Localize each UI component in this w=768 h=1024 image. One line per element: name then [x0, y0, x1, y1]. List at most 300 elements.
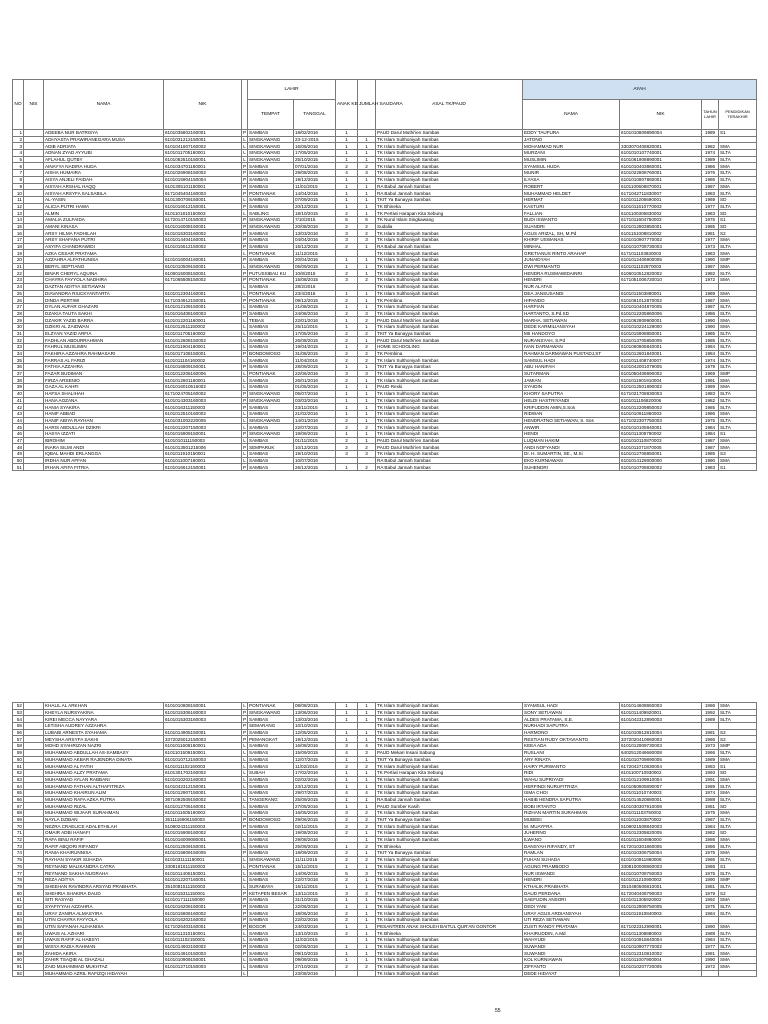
- cell-nik: 6101016612150001: [164, 464, 242, 471]
- cell-tahun-lahir: 1987: [702, 437, 719, 444]
- cell-tempat: SABLING: [248, 210, 294, 217]
- cell-asal-tk: TK Islam Sulthoniyah Sambas: [376, 323, 523, 330]
- cell-pendidikan: SLTA: [719, 404, 757, 411]
- cell-nis: [24, 243, 44, 250]
- cell-tempat: SAMBAS: [248, 310, 294, 317]
- cell-tanggal: 31/10/2015: [294, 896, 336, 903]
- cell-ayah-nik: 6101011003870002: [620, 816, 702, 823]
- cell-pendidikan: S2: [719, 230, 757, 237]
- col-jumlah-saudara-header: JUMLAH SAUDARA: [358, 80, 376, 130]
- cell-nis: [24, 457, 44, 464]
- cell-nis: [24, 337, 44, 344]
- cell-pendidikan: SMA: [719, 950, 757, 957]
- cell-ayah-nama: JUNAIDYAH: [523, 257, 620, 264]
- cell-ayah-nama: SAEFUDIN ANSORI: [523, 896, 620, 903]
- cell-tahun-lahir: 1983: [702, 210, 719, 217]
- table-row: [13, 970, 757, 977]
- cell-tahun-lahir: 1972: [702, 963, 719, 970]
- cell-asal-tk: TKIT Ya Bunayya Sambas: [376, 196, 523, 203]
- cell-nis: [24, 963, 44, 970]
- cell-tempat: SAMBAS: [248, 337, 294, 344]
- cell-jumlah-saudara: 1: [358, 196, 376, 203]
- cell-tahun-lahir: 1988: [702, 930, 719, 937]
- cell-anak-ke: 1: [336, 769, 358, 776]
- cell-tahun-lahir: 1986: [702, 703, 719, 710]
- cell-tanggal: 07/01/2016: [294, 163, 336, 170]
- cell-tanggal: 05/07/2016: [294, 390, 336, 397]
- cell-tempat: BOGOR: [248, 923, 294, 930]
- cell-ayah-nik: 6101100710930002: [620, 769, 702, 776]
- cell-tempat: SAMBAS: [248, 457, 294, 464]
- cell-jumlah-saudara: 2: [358, 763, 376, 770]
- table-row: [13, 430, 757, 437]
- cell-asal-tk: TK Bhineka: [376, 843, 523, 850]
- cell-tempat: SAMBAS: [248, 303, 294, 310]
- cell-nik: 6101101509150001: [164, 749, 242, 756]
- cell-jumlah-saudara: 1: [358, 896, 376, 903]
- cell-anak-ke: 1: [336, 803, 358, 810]
- cell-jumlah-saudara: 1: [358, 156, 376, 163]
- cell-jk: P: [243, 817, 247, 823]
- cell-nik: 3510081511150003: [164, 883, 242, 890]
- cell-ayah-nama: KEEA ADA: [523, 743, 620, 750]
- cell-nik: 6101034701160001: [164, 163, 242, 170]
- cell-anak-ke: 2: [336, 223, 358, 230]
- cell-tahun-lahir: 1969: [702, 196, 719, 203]
- cell-jumlah-saudara: 1: [358, 716, 376, 723]
- cell-no: 44: [13, 417, 24, 424]
- cell-asal-tk: TK Islam Sulthoniyah Sambas: [376, 277, 523, 284]
- cell-tempat: SAMBAS: [248, 170, 294, 177]
- cell-tahun-lahir: 1981: [702, 883, 719, 890]
- cell-nis: [24, 451, 44, 458]
- cell-ayah-nama: KTHALIK PRABHATA: [523, 883, 620, 890]
- cell-nik: 6101011007160001: [164, 457, 242, 464]
- cell-tanggal: 22/07/2015: [294, 424, 336, 431]
- cell-ayah-nik: 6101011610770003: [620, 203, 702, 210]
- cell-jk: L: [243, 930, 246, 936]
- cell-nis: [24, 196, 44, 203]
- cell-ayah-nama: KRIFUDDIN AMIN,S.Sos: [523, 404, 620, 411]
- cell-pendidikan: SD: [719, 210, 757, 217]
- cell-anak-ke: 1: [336, 783, 358, 790]
- cell-ayah-nik: 6101010708730003: [620, 243, 702, 250]
- cell-nik: 6101011310150001: [164, 930, 242, 937]
- cell-nis: [24, 823, 44, 830]
- cell-tempat: SAMBAS: [248, 451, 294, 458]
- cell-jumlah-saudara: 1: [358, 143, 376, 150]
- cell-ayah-nik: 6101010807860001: [620, 176, 702, 183]
- cell-jumlah-saudara: [358, 130, 376, 137]
- cell-tahun-lahir: 1983: [702, 190, 719, 197]
- cell-tempat: SAMBAS: [248, 743, 294, 750]
- cell-tahun-lahir: 1987: [702, 816, 719, 823]
- cell-nik: 6101012509150001: [164, 843, 242, 850]
- cell-anak-ke: 2: [336, 330, 358, 337]
- cell-anak-ke: 1: [336, 263, 358, 270]
- cell-nis: [24, 863, 44, 870]
- cell-ayah-nama: HIPANDO: [523, 297, 620, 304]
- table-row: [13, 896, 757, 903]
- cell-ayah-nama: MUNIR: [523, 170, 620, 177]
- cell-tahun-lahir: 1992: [702, 709, 719, 716]
- cell-jumlah-saudara: 3: [358, 310, 376, 317]
- cell-ayah-nama: HARTANTO, S.Pd.SD: [523, 310, 620, 317]
- cell-nama: AISYAH ARSHAL HAQQ: [44, 183, 164, 190]
- cell-asal-tk: PAUD Mekari Insani Sabung: [376, 749, 523, 756]
- cell-nik: 6101016008160001: [164, 223, 242, 230]
- cell-tahun-lahir: 1987: [702, 444, 719, 451]
- cell-nik: 6101300709150001: [164, 196, 242, 203]
- cell-nis: [24, 943, 44, 950]
- cell-nama: SHEEHAN RAVINDRA ARSYAD PRABHATA: [44, 883, 164, 890]
- table-row: [13, 250, 757, 257]
- cell-asal-tk: PESANTREN ANAK SHOLEH BAITUL QUR'AN GONTOR: [376, 923, 523, 930]
- cell-jk: L: [243, 964, 246, 970]
- cell-ayah-nik: 6101014608860003: [620, 703, 702, 710]
- cell-ayah-nama: ALDES PRATAMA, S.E.: [523, 716, 620, 723]
- cell-no: 2: [13, 136, 24, 143]
- cell-anak-ke: 1: [336, 344, 358, 351]
- cell-tanggal: 14/06/2015: [294, 870, 336, 877]
- cell-tahun-lahir: 1976: [702, 170, 719, 177]
- table-row: [13, 243, 757, 250]
- cell-pendidikan: SLTA: [719, 796, 757, 803]
- cell-nis: [24, 923, 44, 930]
- cell-nik: 6101011608160001: [164, 743, 242, 750]
- cell-tanggal: 13/03/2016: [294, 716, 336, 723]
- table-row: [13, 283, 757, 290]
- table-row: [13, 937, 757, 944]
- cell-no: 5: [13, 156, 24, 163]
- cell-tempat: PONTIANAK: [248, 190, 294, 197]
- cell-anak-ke: 1: [336, 156, 358, 163]
- cell-ayah-nik: 6101010911860003: [620, 410, 702, 417]
- cell-nis: [24, 190, 44, 197]
- cell-anak-ke: [336, 250, 358, 257]
- cell-nik: 6101016202160002: [164, 917, 242, 924]
- cell-jumlah-saudara: 1: [358, 930, 376, 937]
- table-row: [13, 230, 757, 237]
- cell-ayah-nama: IVAN DARMAWAN: [523, 344, 620, 351]
- cell-asal-tk: RA Babul Jannah Sambas: [376, 243, 523, 250]
- cell-jumlah-saudara: 1: [358, 903, 376, 910]
- cell-jumlah-saudara: [358, 283, 376, 290]
- cell-nik: 6101012608150002: [164, 337, 242, 344]
- cell-nik: 6101012207160001: [164, 876, 242, 883]
- cell-asal-tk: TK Islam Sulthoniyah Sambas: [376, 417, 523, 424]
- cell-pendidikan: SLTA: [719, 903, 757, 910]
- cell-tahun-lahir: [702, 136, 719, 143]
- cell-nama: HANIF ABBAD: [44, 410, 164, 417]
- cell-nik: 3511116906150003: [164, 816, 242, 823]
- cell-tahun-lahir: 1990: [702, 457, 719, 464]
- cell-ayah-nik: 6101011103750002: [620, 810, 702, 817]
- table-row: [13, 823, 757, 830]
- cell-ayah-nama: LUQMAN HAKIM: [523, 437, 620, 444]
- cell-ayah-nama: ARY RINATA: [523, 756, 620, 763]
- cell-no: 34: [13, 350, 24, 357]
- cell-asal-tk: TK Pertiwi Harapan Kita Sebung: [376, 769, 523, 776]
- cell-nis: [24, 776, 44, 783]
- cell-no: 50: [13, 457, 24, 464]
- cell-ayah-nama: AGUS ARIZAL, SH, M.Pd: [523, 230, 620, 237]
- cell-jumlah-saudara: 2: [358, 350, 376, 357]
- cell-ayah-nama: DEDE HIDAYAT: [523, 970, 620, 977]
- cell-tempat: SINGKAWANG: [248, 430, 294, 437]
- cell-jk: P: [243, 391, 247, 397]
- cell-anak-ke: 1: [336, 464, 358, 471]
- cell-nik: 6101012907150001: [164, 789, 242, 796]
- cell-tempat: SAMBAS: [248, 930, 294, 937]
- cell-pendidikan: SLTA: [719, 350, 757, 357]
- cell-ayah-nik: 6101030307910008: [620, 803, 702, 810]
- cell-no: 20: [13, 257, 24, 264]
- cell-nama: MEYSHA ARSYFA SAKHI: [44, 736, 164, 743]
- cell-jk: P: [243, 277, 247, 283]
- cell-no: 6: [13, 163, 24, 170]
- cell-jk: P: [243, 244, 247, 250]
- cell-pendidikan: SMA: [719, 444, 757, 451]
- cell-tahun-lahir: 1986: [702, 856, 719, 863]
- cell-ayah-nik: 3510480506810001: [620, 883, 702, 890]
- cell-ayah-nama: HELDI HASTRIYANDI: [523, 397, 620, 404]
- cell-pendidikan: SMA: [719, 163, 757, 170]
- cell-asal-tk: TK Islam Sulthoniyah Sambas: [376, 283, 523, 290]
- cell-anak-ke: 1: [336, 384, 358, 391]
- cell-ayah-nik: 6101010915840004: [620, 937, 702, 944]
- cell-tempat: SAMBAS: [248, 729, 294, 736]
- cell-anak-ke: 1: [336, 943, 358, 950]
- cell-pendidikan: [719, 723, 757, 730]
- cell-nama: HAFSA SHALIHAH: [44, 390, 164, 397]
- table-row: [13, 890, 757, 897]
- table-row: [13, 843, 757, 850]
- cell-jk: P: [243, 910, 247, 916]
- cell-tempat: SAMBAS: [248, 176, 294, 183]
- cell-tahun-lahir: 1985: [702, 337, 719, 344]
- cell-nama: AL-YASIN: [44, 196, 164, 203]
- cell-asal-tk: TK Islam Sulthoniyah Sambas: [376, 257, 523, 264]
- cell-anak-ke: 2: [336, 310, 358, 317]
- cell-tahun-lahir: 1975: [702, 417, 719, 424]
- col-tanggal-header: TANGGAL: [294, 100, 336, 130]
- cell-jk: L: [243, 371, 246, 377]
- table-row: [13, 410, 757, 417]
- cell-nama: MUHAMMAD AL FATIH: [44, 763, 164, 770]
- cell-tanggal: 15/08/2015: [294, 277, 336, 284]
- table-row: [13, 170, 757, 177]
- cell-ayah-nik: 6101014129000000: [620, 457, 702, 464]
- cell-ayah-nama: JUHERNO: [523, 830, 620, 837]
- cell-asal-tk: PAUD Darul Muthi'ien Sambas: [376, 130, 523, 137]
- cell-nik: [164, 283, 242, 290]
- cell-ayah-nik: 6101011010740003: [620, 789, 702, 796]
- cell-asal-tk: TK Islam Sulthoniyah Sambas: [376, 810, 523, 817]
- cell-tahun-lahir: 1986: [702, 836, 719, 843]
- cell-asal-tk: TK Islam Sulthoniyah Sambas: [376, 290, 523, 297]
- cell-nama: RAYHAN SYAKIR SUHADA: [44, 856, 164, 863]
- col-lahir-header: LAHIR: [248, 80, 336, 100]
- cell-tanggal: 20/04/2016: [294, 257, 336, 264]
- cell-ayah-nik: 6101010809890004: [620, 130, 702, 137]
- cell-jumlah-saudara: 1: [358, 703, 376, 710]
- table-row: [13, 237, 757, 244]
- cell-ayah-nama: NURANSYAH, S.Pd: [523, 337, 620, 344]
- cell-tempat: SINGKAWANG: [248, 856, 294, 863]
- cell-jk: P: [243, 944, 247, 950]
- cell-nama: HANIF ABIYA RAYHAN: [44, 417, 164, 424]
- cell-jumlah-saudara: 2: [358, 277, 376, 284]
- cell-tanggal: 04/04/2016: [294, 237, 336, 244]
- cell-ayah-nik: 6101012305820005: [620, 830, 702, 837]
- cell-nis: [24, 850, 44, 857]
- cell-tahun-lahir: 1985: [702, 330, 719, 337]
- cell-pendidikan: SLTA: [719, 270, 757, 277]
- cell-nama: DIAVANDRA RIUCKYANTARTA: [44, 290, 164, 297]
- cell-asal-tk: TK Islam Sulthoniyah Sambas: [376, 896, 523, 903]
- cell-no: 60: [13, 756, 24, 763]
- cell-tempat: SAMBAS: [248, 783, 294, 790]
- cell-tanggal: 10/07/2016: [294, 457, 336, 464]
- cell-nama: DZAKIR YAZID BARRA: [44, 317, 164, 324]
- cell-no: 90: [13, 957, 24, 964]
- cell-tahun-lahir: 1983: [702, 763, 719, 770]
- cell-ayah-nik: 6101011409920001: [620, 709, 702, 716]
- cell-pendidikan: SD: [719, 769, 757, 776]
- cell-tahun-lahir: 1979: [702, 364, 719, 371]
- cell-no: 64: [13, 783, 24, 790]
- cell-pendidikan: SLTA: [719, 937, 757, 944]
- cell-nama: BERYL SEPTIANO: [44, 263, 164, 270]
- table-row: [13, 903, 757, 910]
- col-pendidikan-header: PENDIDIKAN TERAKHIR: [719, 100, 757, 130]
- cell-nama: UWAIS AL AZHARI: [44, 930, 164, 937]
- cell-tempat: SAMBAS: [248, 203, 294, 210]
- cell-tahun-lahir: 1983: [702, 250, 719, 257]
- cell-pendidikan: S1: [719, 430, 757, 437]
- cell-tempat: SAMBAS: [248, 716, 294, 723]
- cell-nama: MOHD SYAHRIZAN NAZRI: [44, 743, 164, 750]
- cell-tahun-lahir: 1985: [702, 404, 719, 411]
- cell-nis: [24, 390, 44, 397]
- cell-asal-tk: TK Islam Sulthoniyah Sambas: [376, 377, 523, 384]
- cell-nik: [164, 723, 242, 730]
- cell-nama: ZAHIR TSAQIB AL GHAZALI: [44, 957, 164, 964]
- cell-nik: [164, 970, 242, 977]
- table-row: [13, 464, 757, 471]
- cell-nis: [24, 796, 44, 803]
- cell-tahun-lahir: 1984: [702, 937, 719, 944]
- cell-jumlah-saudara: 1: [358, 243, 376, 250]
- cell-jk: L: [243, 437, 246, 443]
- cell-asal-tk: TK Islam Sulthoniyah Sambas: [376, 390, 523, 397]
- cell-anak-ke: 3: [336, 810, 358, 817]
- cell-tempat: SAMBAS: [248, 377, 294, 384]
- cell-tahun-lahir: 1981: [702, 950, 719, 957]
- cell-pendidikan: SLTA: [719, 397, 757, 404]
- cell-jumlah-saudara: 3: [358, 870, 376, 877]
- cell-ayah-nama: WAHYUDI: [523, 937, 620, 944]
- cell-tanggal: 22/06/2016: [294, 370, 336, 377]
- cell-tempat: SAMBAS: [248, 903, 294, 910]
- cell-tanggal: 28/2/2016: [294, 283, 336, 290]
- cell-tahun-lahir: 1982: [702, 270, 719, 277]
- cell-jumlah-saudara: 1: [358, 210, 376, 217]
- cell-no: 33: [13, 344, 24, 351]
- cell-nama: MUHAMMAD FATHAN ALTHAFITRIZA: [44, 783, 164, 790]
- cell-tanggal: 18/06/2016: [294, 910, 336, 917]
- cell-anak-ke: 1: [336, 950, 358, 957]
- cell-pendidikan: SLTA: [719, 716, 757, 723]
- cell-tempat: SAMBAS: [248, 257, 294, 264]
- cell-jk: L: [243, 451, 246, 457]
- table-row: [13, 364, 757, 371]
- cell-nis: [24, 310, 44, 317]
- cell-tempat: SAMBAS: [248, 437, 294, 444]
- cell-ayah-nama: SONY SETIAWAN: [523, 709, 620, 716]
- cell-anak-ke: 2: [336, 437, 358, 444]
- cell-asal-tk: RA Babul Jannah Sambas: [376, 183, 523, 190]
- cell-no: 39: [13, 384, 24, 391]
- cell-nis: [24, 930, 44, 937]
- table-row: [13, 344, 757, 351]
- cell-ayah-nama: HENDRI: [523, 277, 620, 284]
- cell-nis: [24, 803, 44, 810]
- cell-ayah-nik: 6402512046660008: [620, 749, 702, 756]
- cell-ayah-nik: 6101011106820006: [620, 397, 702, 404]
- cell-nis: [24, 716, 44, 723]
- cell-nis: [24, 896, 44, 903]
- table-row: [13, 749, 757, 756]
- cell-nik: 3308181611150003: [164, 863, 242, 870]
- cell-tanggal: 26/01/2016: [294, 377, 336, 384]
- cell-ayah-nama: UTI REZA SETIAWAN: [523, 917, 620, 924]
- cell-jk: P: [243, 950, 247, 956]
- cell-pendidikan: SMA: [719, 143, 757, 150]
- cell-jk: L: [243, 157, 246, 163]
- cell-ayah-nik: 6101100608870001: [620, 183, 702, 190]
- cell-ayah-nik: 6101010207720005: [620, 963, 702, 970]
- cell-pendidikan: SMP: [719, 876, 757, 883]
- cell-nama: CHAYRA FAYYOLA NADHIRA: [44, 277, 164, 284]
- cell-nis: [24, 883, 44, 890]
- table-row: [13, 963, 757, 970]
- cell-jumlah-saudara: 1: [358, 257, 376, 264]
- cell-no: 55: [13, 723, 24, 730]
- cell-nis: [24, 377, 44, 384]
- cell-jumlah-saudara: 1: [358, 943, 376, 950]
- cell-nama: ADIB ADRIATA: [44, 143, 164, 150]
- cell-asal-tk: RA Babul Jannah Sambas: [376, 190, 523, 197]
- cell-tahun-lahir: 1990: [702, 257, 719, 264]
- cell-asal-tk: TK Islam Sulthoniyah Sambas: [376, 823, 523, 830]
- cell-nis: [24, 317, 44, 324]
- cell-tanggal: 11/01/2015: [294, 183, 336, 190]
- cell-ayah-nik: [620, 917, 702, 924]
- cell-jumlah-saudara: 1: [358, 183, 376, 190]
- cell-no: 29: [13, 317, 24, 324]
- cell-jk: P: [243, 716, 247, 722]
- cell-asal-tk: TK Islam Sulthoniyah Sambas: [376, 957, 523, 964]
- cell-tanggal: 11/02/2016: [294, 763, 336, 770]
- cell-ayah-nama: DANSYAH RIFANDY, ST: [523, 843, 620, 850]
- cell-nis: [24, 257, 44, 264]
- cell-jumlah-saudara: 1: [358, 917, 376, 924]
- cell-anak-ke: 2: [336, 350, 358, 357]
- cell-jumlah-saudara: [358, 457, 376, 464]
- cell-nik: 6171026403160001: [164, 923, 242, 930]
